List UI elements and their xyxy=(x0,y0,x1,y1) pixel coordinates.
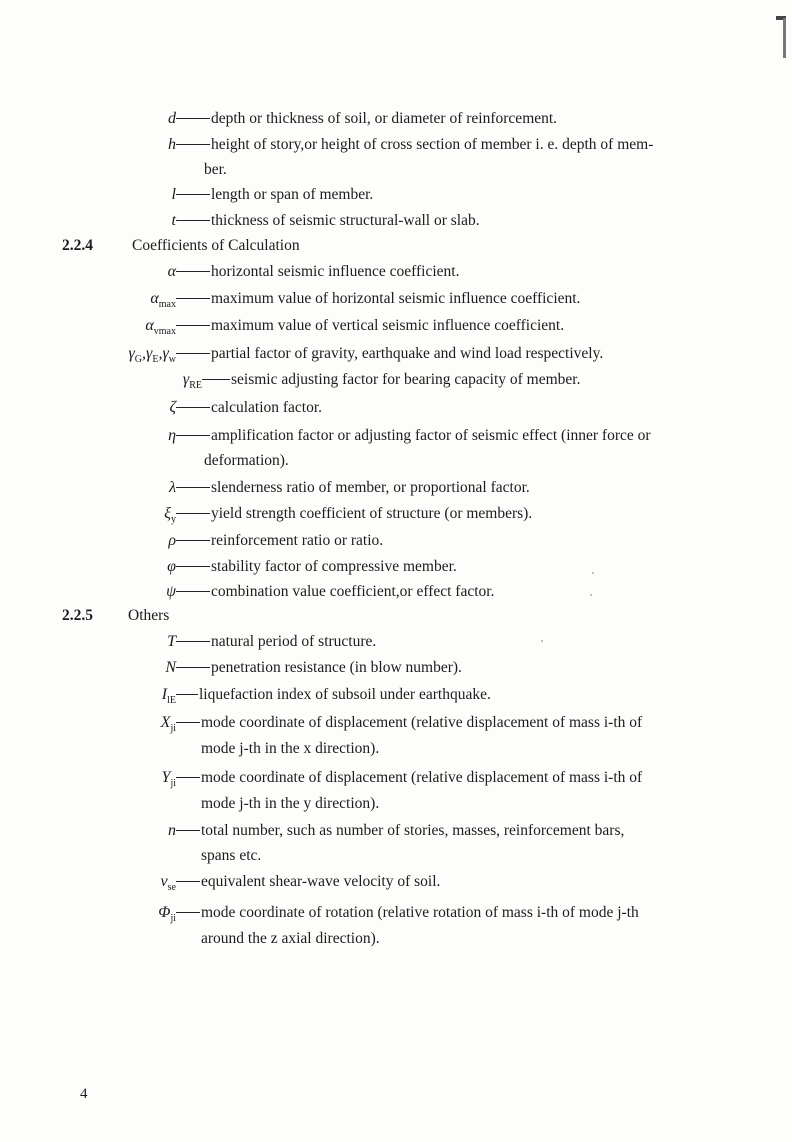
symbol-t: t xyxy=(171,212,176,229)
symbol-alpha-vmax: $\alpha_{vmax}$ xyxy=(145,317,176,338)
definition-alpha-vmax: maximum value of vertical seismic influence coefficient. xyxy=(176,315,564,337)
definition-zeta: calculation factor. xyxy=(176,397,322,419)
page-number: 4 xyxy=(80,1086,88,1102)
symbol-Phi-ji: $\Phi_{ji}$ xyxy=(158,904,176,925)
section-number-2-2-4: 2.2.4 xyxy=(62,237,93,254)
scan-edge-line xyxy=(783,18,786,58)
definition-alpha-max: maximum value of horizontal seismic influence coefficient. xyxy=(176,288,580,310)
definition-psi: combination value coefficient,or effect factor. xyxy=(176,581,494,603)
symbol-gamma-g-e-w: $\gamma_G,\gamma_E,\gamma_w$ xyxy=(128,345,176,366)
definition-rho: reinforcement ratio or ratio. xyxy=(176,530,383,552)
definition-X-ji-cont: mode j-th in the x direction). xyxy=(201,740,380,757)
definition-Phi-ji: mode coordinate of rotation (relative rotation of mass i-th of mode j-th xyxy=(176,902,639,924)
definition-h: height of story,or height of cross section of member i. e. depth of mem- xyxy=(176,134,653,156)
symbol-I-lE: $I_{lE}$ xyxy=(161,686,176,707)
definition-X-ji: mode coordinate of displacement (relative displacement of mass i-th of xyxy=(176,712,642,734)
definition-alpha: horizontal seismic influence coefficient. xyxy=(176,261,459,283)
definition-gammas: partial factor of gravity, earthquake and wind load respectively. xyxy=(176,343,603,365)
definition-Phi-ji-cont: around the z axial direction). xyxy=(201,930,380,947)
symbol-N: N xyxy=(165,659,176,676)
definition-t: thickness of seismic structural-wall or slab. xyxy=(176,210,480,232)
definition-phi: stability factor of compressive member. xyxy=(176,556,457,578)
definition-v-se: equivalent shear-wave velocity of soil. xyxy=(176,871,440,893)
definition-h-cont: ber. xyxy=(204,161,227,178)
symbol-Y-ji: $Y_{ji}$ xyxy=(161,769,176,790)
definition-T: natural period of structure. xyxy=(176,631,376,653)
symbol-rho: ρ xyxy=(168,532,176,549)
definition-Y-ji: mode coordinate of displacement (relative displacement of mass i-th of xyxy=(176,767,642,789)
section-title-others: Others xyxy=(128,607,170,624)
scan-speck xyxy=(541,640,543,642)
symbol-h: h xyxy=(168,136,176,153)
symbol-X-ji: $X_{ji}$ xyxy=(160,714,176,735)
symbol-lambda: λ xyxy=(169,479,176,496)
definition-d: depth or thickness of soil, or diameter of reinforcement. xyxy=(176,108,557,130)
symbol-alpha: α xyxy=(167,263,176,280)
section-title-coefficients: Coefficients of Calculation xyxy=(132,237,300,254)
symbol-eta: η xyxy=(168,427,176,444)
definition-eta: amplification factor or adjusting factor of seismic effect (inner force or xyxy=(176,425,651,447)
symbol-d: d xyxy=(168,110,176,127)
symbol-psi: ψ xyxy=(166,583,176,600)
symbol-n: n xyxy=(168,822,176,839)
definition-lambda: slenderness ratio of member, or proportional factor. xyxy=(176,477,530,499)
definition-eta-cont: deformation). xyxy=(204,452,289,469)
symbol-l: l xyxy=(171,186,176,203)
symbol-zeta: ζ xyxy=(169,399,176,416)
symbol-v-se: $v_{se}$ xyxy=(160,873,176,894)
scan-speck xyxy=(592,572,594,574)
symbol-gamma-re: $\gamma_{RE}$ xyxy=(182,371,202,392)
symbol-xi-y: $\xi_y$ xyxy=(164,505,176,526)
definition-xi-y: yield strength coefficient of structure (or members). xyxy=(176,503,532,525)
symbol-T: T xyxy=(167,633,176,650)
definition-n: total number, such as number of stories, masses, reinforcement bars, xyxy=(176,820,624,842)
definition-N: penetration resistance (in blow number). xyxy=(176,657,462,679)
definition-gamma-re: seismic adjusting factor for bearing capacity of member. xyxy=(202,369,580,391)
definition-l: length or span of member. xyxy=(176,184,373,206)
definition-n-cont: spans etc. xyxy=(201,847,262,864)
definition-I-lE: liquefaction index of subsoil under earthquake. xyxy=(176,684,491,706)
definition-Y-ji-cont: mode j-th in the y direction). xyxy=(201,795,380,812)
section-number-2-2-5: 2.2.5 xyxy=(62,607,93,624)
scan-speck xyxy=(590,594,592,596)
symbol-phi: φ xyxy=(167,558,176,575)
symbol-alpha-max: $\alpha_{max}$ xyxy=(150,290,176,311)
